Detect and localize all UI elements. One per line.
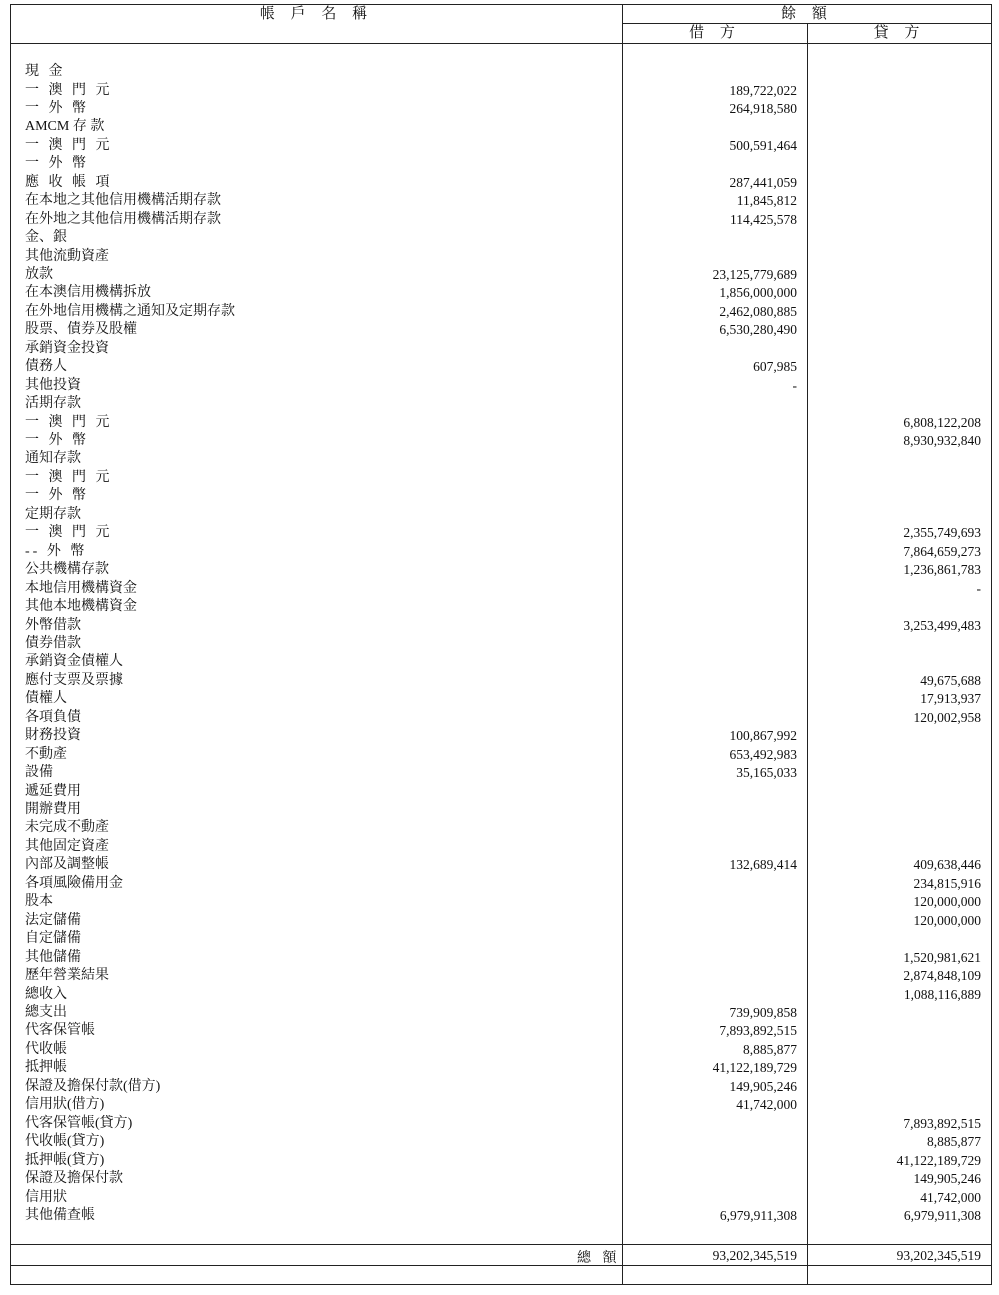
account-label: 遞延費用: [25, 783, 81, 799]
account-row: [11, 690, 991, 708]
account-label: 在外地信用機構之通知及定期存款: [25, 303, 235, 319]
account-row: [11, 1115, 991, 1133]
account-row: [11, 561, 991, 579]
debit-amount: 1,856,000,000: [719, 285, 797, 301]
debit-amount: 653,492,983: [729, 746, 797, 762]
account-row: [11, 875, 991, 893]
header-debit: 借 方: [689, 25, 741, 41]
account-row: [11, 949, 991, 967]
account-row: [11, 340, 991, 358]
account-label: 各項風險備用金: [25, 875, 123, 891]
account-row: [11, 174, 991, 192]
account-label: 債券借款: [25, 635, 81, 651]
debit-amount: 607,985: [753, 359, 797, 375]
credit-amount: 1,236,861,783: [903, 562, 981, 578]
debit-amount: 149,905,246: [729, 1078, 797, 1094]
header-credit: 貸 方: [873, 25, 926, 41]
account-row: [11, 653, 991, 671]
account-row: [11, 1207, 991, 1225]
account-row: [11, 229, 991, 247]
account-label: 內部及調整帳: [25, 857, 109, 873]
account-label: 通知存款: [25, 451, 81, 467]
account-label: 應 收 帳 項: [25, 174, 113, 190]
account-label: 一 澳 門 元: [25, 469, 113, 485]
total-top-line: [11, 1244, 991, 1245]
account-row: [11, 930, 991, 948]
account-row: [11, 783, 991, 801]
debit-amount: 132,689,414: [729, 857, 797, 873]
credit-amount: 17,913,937: [920, 691, 981, 707]
account-label: 股票、債券及股權: [25, 322, 137, 338]
account-row: [11, 506, 991, 524]
credit-amount: 149,905,246: [913, 1171, 981, 1186]
account-row: [11, 450, 991, 468]
account-label: 總收入: [25, 986, 67, 1002]
credit-amount: 2,355,749,693: [903, 525, 981, 541]
debit-amount: 100,867,992: [729, 728, 797, 744]
account-label: 不動產: [25, 746, 67, 762]
account-row: [11, 1133, 991, 1151]
account-label: -- 外 幣: [25, 543, 88, 559]
credit-amount: -: [976, 580, 981, 596]
account-label: 一 外 幣: [25, 488, 89, 504]
account-row: [11, 1170, 991, 1188]
account-row: [11, 709, 991, 727]
account-row: [11, 893, 991, 911]
account-row: [11, 487, 991, 505]
account-label: 財務投資: [25, 728, 81, 744]
account-row: [11, 284, 991, 302]
account-row: [11, 1004, 991, 1022]
account-label: 活期存款: [25, 396, 81, 412]
account-row: [11, 672, 991, 690]
total-debit: 93,202,345,519: [712, 1248, 797, 1263]
account-row: [11, 155, 991, 173]
account-label: 債權人: [25, 691, 67, 707]
header-bottom-line: [11, 43, 991, 44]
account-label: 其他投資: [25, 377, 81, 393]
credit-amount: 120,000,000: [913, 912, 981, 928]
account-row: [11, 358, 991, 376]
account-row: [11, 617, 991, 635]
account-label: 其他本地機構資金: [25, 599, 137, 614]
account-label: 代客保管帳: [25, 1023, 95, 1039]
account-label: 其他流動資產: [25, 248, 109, 264]
account-row: [11, 543, 991, 561]
account-row: [11, 838, 991, 856]
account-row: [11, 303, 991, 321]
credit-amount: 120,000,000: [913, 894, 981, 910]
account-label: 本地信用機構資金: [25, 580, 137, 596]
credit-amount: 7,864,659,273: [903, 543, 981, 559]
account-label: 未完成不動產: [25, 820, 109, 836]
account-label: 一 澳 門 元: [25, 414, 113, 430]
account-row: [11, 580, 991, 598]
account-label: 其他備查帳: [25, 1207, 95, 1223]
account-row: [11, 321, 991, 339]
account-row: [11, 801, 991, 819]
account-label: 放款: [25, 266, 53, 282]
debit-amount: 287,441,059: [729, 174, 797, 190]
debit-amount: 41,122,189,729: [712, 1060, 797, 1076]
credit-amount: 1,520,981,621: [903, 949, 981, 965]
credit-amount: 8,930,932,840: [903, 433, 981, 448]
account-label: 債務人: [25, 359, 67, 375]
account-row: [11, 1096, 991, 1114]
account-row: [11, 856, 991, 874]
account-row: [11, 1041, 991, 1059]
account-row: [11, 967, 991, 985]
credit-amount: 409,638,446: [913, 857, 981, 873]
debit-amount: 500,591,464: [729, 137, 797, 153]
account-label: 金、銀: [25, 230, 67, 245]
account-label: 在本澳信用機構拆放: [25, 285, 151, 301]
account-row: [11, 1078, 991, 1096]
account-label: 代客保管帳(貸方): [25, 1115, 133, 1131]
account-label: 一 澳 門 元: [25, 525, 113, 541]
account-row: [11, 1152, 991, 1170]
account-label: 股本: [25, 894, 53, 910]
account-label: 一 澳 門 元: [25, 82, 113, 98]
credit-amount: 7,893,892,515: [903, 1115, 981, 1131]
credit-amount: 1,088,116,889: [903, 986, 981, 1002]
debit-amount: 6,530,280,490: [719, 322, 797, 338]
credit-amount: 2,874,848,109: [903, 968, 981, 983]
account-label: 一 澳 門 元: [25, 137, 113, 153]
account-label: 設備: [25, 765, 53, 781]
credit-amount: 6,808,122,208: [903, 414, 981, 430]
account-label: 保證及擔保付款: [25, 1171, 123, 1186]
account-label: 代收帳(貸方): [25, 1134, 105, 1150]
account-row: [11, 1189, 991, 1207]
debit-amount: 264,918,580: [729, 100, 797, 116]
credit-amount: 3,253,499,483: [903, 617, 981, 633]
account-row: [11, 912, 991, 930]
total-credit: 93,202,345,519: [896, 1248, 981, 1263]
credit-amount: 120,002,958: [913, 709, 981, 725]
account-row: [11, 432, 991, 450]
account-row: [11, 746, 991, 764]
debit-amount: 8,885,877: [743, 1041, 797, 1057]
debit-amount: 2,462,080,885: [719, 303, 797, 319]
account-row: [11, 1022, 991, 1040]
credit-amount: 49,675,688: [920, 672, 981, 688]
account-row: [11, 986, 991, 1004]
account-label: 信用狀(借方): [25, 1097, 105, 1113]
account-label: 在本地之其他信用機構活期存款: [25, 193, 221, 209]
credit-amount: 234,815,916: [913, 875, 981, 891]
account-label: 開辦費用: [25, 802, 81, 817]
account-label: 外幣借款: [25, 617, 81, 633]
account-label: 法定儲備: [25, 912, 81, 928]
account-label: 各項負債: [25, 709, 81, 725]
account-label: 應付支票及票據: [25, 672, 123, 688]
account-row: [11, 819, 991, 837]
account-label: 代收帳: [25, 1041, 67, 1057]
debit-amount: 739,909,858: [729, 1004, 797, 1020]
account-label: 信用狀: [25, 1189, 67, 1205]
account-label: 現 金: [25, 64, 66, 79]
account-row: [11, 635, 991, 653]
account-label: 定期存款: [25, 506, 81, 522]
account-label: 公共機構存款: [25, 562, 109, 578]
account-row: [11, 377, 991, 395]
debit-amount: 35,165,033: [736, 765, 797, 781]
total-bottom-line: [11, 1265, 991, 1266]
account-label: 抵押帳(貸方): [25, 1152, 105, 1168]
account-row: [11, 598, 991, 616]
account-row: [11, 414, 991, 432]
account-row: [11, 63, 991, 81]
account-label: 歷年營業結果: [25, 968, 109, 983]
debit-amount: 189,722,022: [729, 82, 797, 98]
header-balance: 餘 額: [781, 6, 833, 22]
debit-amount: 6,979,911,308: [719, 1207, 797, 1223]
account-label: 其他儲備: [25, 949, 81, 965]
account-label: 一 外 幣: [25, 433, 89, 448]
account-row: [11, 395, 991, 413]
account-label: 保證及擔保付款(借方): [25, 1078, 161, 1094]
account-label: 承銷資金債權人: [25, 654, 123, 670]
account-row: [11, 192, 991, 210]
account-label: 總支出: [25, 1004, 67, 1020]
credit-amount: 41,122,189,729: [896, 1152, 981, 1168]
account-row: [11, 100, 991, 118]
debit-amount: 41,742,000: [736, 1097, 797, 1113]
account-label: 其他固定資產: [25, 838, 109, 854]
account-label: 一 外 幣: [25, 156, 89, 172]
debit-amount: -: [792, 377, 797, 393]
account-row: [11, 469, 991, 487]
credit-amount: 6,979,911,308: [903, 1207, 981, 1223]
account-row: [11, 248, 991, 266]
account-label: 在外地之其他信用機構活期存款: [25, 211, 221, 227]
account-row: [11, 118, 991, 136]
account-label: 自定儲備: [25, 931, 81, 947]
account-label: AMCM 存 款: [25, 119, 105, 135]
account-row: [11, 1059, 991, 1077]
account-row: [11, 266, 991, 284]
account-row: [11, 524, 991, 542]
account-row: [11, 727, 991, 745]
account-row: [11, 82, 991, 100]
account-label: 承銷資金投資: [25, 340, 109, 356]
trial-balance-table: [10, 4, 992, 1285]
debit-amount: 11,845,812: [736, 193, 797, 209]
header-account-name: 帳 戶 名 稱: [259, 6, 374, 22]
account-row: [11, 137, 991, 155]
debit-amount: 114,425,578: [730, 211, 797, 227]
account-label: 一 外 幣: [25, 100, 89, 116]
credit-amount: 41,742,000: [920, 1189, 981, 1205]
account-row: [11, 764, 991, 782]
total-label: 總 額: [577, 1251, 621, 1266]
account-label: 抵押帳: [25, 1060, 67, 1076]
debit-amount: 23,125,779,689: [712, 266, 797, 282]
credit-amount: 8,885,877: [927, 1134, 981, 1150]
account-row: [11, 211, 991, 229]
debit-amount: 7,893,892,515: [719, 1023, 797, 1039]
